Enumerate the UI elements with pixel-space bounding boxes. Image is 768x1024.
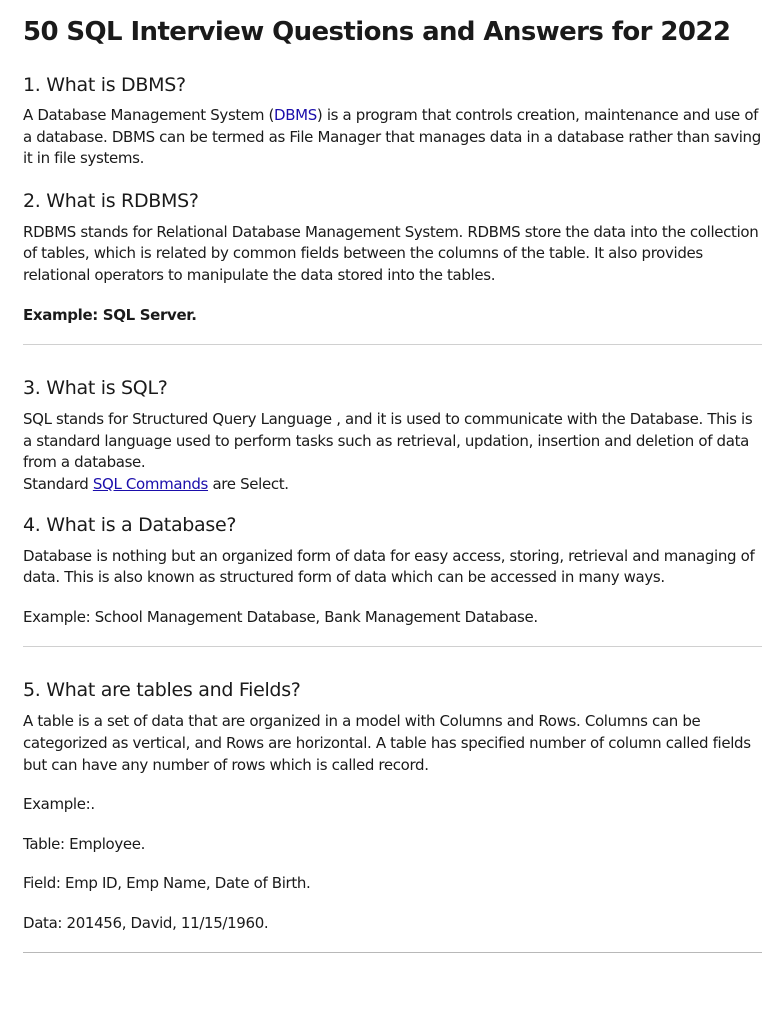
section-sql: [23, 375, 762, 495]
table-line: Table: Employee.: [23, 834, 146, 853]
answer-text-end: ) is a program that controls creation, maintenance and use of a database. DBMS can be termed as File Manager that manages data in a database rather than saving it in file systems.: [23, 106, 761, 168]
section-rdbms: [23, 188, 762, 326]
example-label: Example:.: [23, 795, 95, 814]
sql-commands-link[interactable]: SQL Commands: [92, 474, 209, 493]
answer-text-start: A Database Management System (: [23, 106, 275, 124]
question-heading: 4. What is a Database?: [23, 513, 237, 536]
section-database: [23, 512, 762, 629]
answer-text: RDBMS stands for Relational Database Management System. RDBMS store the data into the collection of tables, which is related by common fields between the columns of the table. It also provides relational operators to manipulate the data stored into the tables.: [23, 222, 759, 284]
question-heading: 5. What are tables and Fields?: [23, 679, 301, 702]
answer-text-line2: [23, 474, 762, 496]
question-heading: 1. What is DBMS?: [23, 74, 186, 96]
field-line: Field: Emp ID, Emp Name, Date of Birth.: [23, 874, 311, 893]
section-divider: [23, 952, 762, 953]
section-divider: [23, 344, 762, 345]
answer-text: Database is nothing but an organized form of data for easy access, storing, retrieval and managing of data. This is also known as structured form of data which can be accessed in many ways.: [23, 546, 755, 587]
answer-text: SQL stands for Structured Query Language , and it is used to communicate with the Database. This is a standard language used to perform tasks such as retrieval, updation, insertion and deletion of data from a database.: [23, 410, 753, 472]
section-divider: [23, 646, 762, 647]
example-text: Example: School Management Database, Bank Management Database.: [23, 607, 538, 626]
page-title: 50 SQL Interview Questions and Answers for 2022: [23, 17, 731, 47]
answer-text: A table is a set of data that are organized in a model with Columns and Rows. Columns can be categorized as vertical, and Rows are horizontal. A table has specified number of column called fields but can have any number of rows which is called record.: [23, 712, 751, 774]
data-line: Data: 201456, David, 11/15/1960.: [23, 913, 269, 932]
question-heading: 3. What is SQL?: [23, 377, 168, 400]
answer-text: [23, 105, 762, 170]
dbms-link[interactable]: DBMS: [274, 106, 317, 124]
question-heading: 2. What is RDBMS?: [23, 189, 199, 212]
example-text: Example: SQL Server.: [23, 305, 197, 324]
section-dbms: [23, 72, 762, 170]
standard-label: Standard: [23, 474, 93, 493]
line2-end: are Select.: [208, 474, 289, 493]
section-tables-fields: [23, 677, 762, 934]
